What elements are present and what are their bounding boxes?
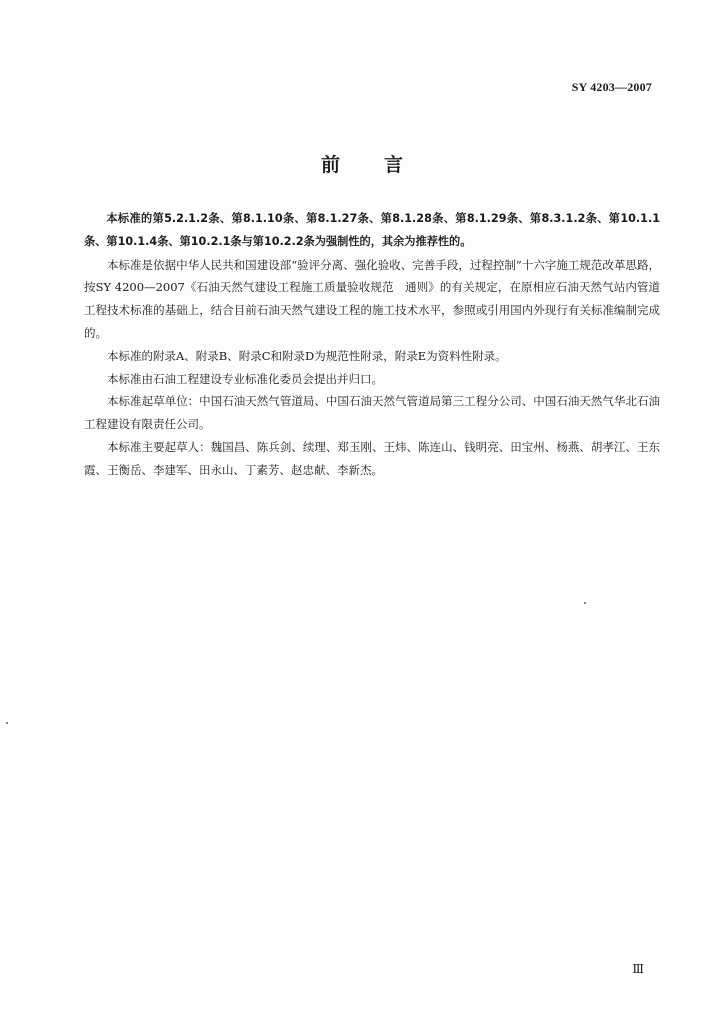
paragraph-drafting-units: 本标准起草单位：中国石油天然气管道局、中国石油天然气管道局第三工程分公司、中国石油天然气华北石油工程建设有限责任公司。	[84, 394, 660, 432]
paragraph-basis: 本标准是依据中华人民共和国建设部“验评分离、强化验收、完善手段，过程控制”十六字施工规范改革思路，按SY 4200—2007《石油天然气建设工程施工质量验收规范 通则》的有关规定，在原相应石油天然气站内管道工程技术标准的基础上，结合目前石油天然气建设工程的施工技术水平，参照或引用国内外现行有关标准编制完成的。	[84, 257, 660, 340]
scan-speck	[584, 602, 586, 604]
paragraph-proposer: 本标准由石油工程建设专业标准化委员会提出并归口。	[107, 371, 383, 386]
paragraph-drafters: 本标准主要起草人：魏国昌、陈兵剑、续理、郑玉刚、王炜、陈连山、钱明亮、田宝州、杨燕、胡孝江、王东霞、王衡岳、李建军、田永山、丁素芳、赵忠献、李新杰。	[84, 439, 660, 477]
paragraph-annexes: 本标准的附录A、附录B、附录C和附录D为规范性附录，附录E为资料性附录。	[107, 348, 507, 363]
page-number: Ⅲ	[632, 962, 644, 976]
title-char-1: 前	[320, 154, 340, 176]
title-char-2: 言	[384, 154, 404, 176]
page-title	[0, 150, 724, 177]
foreword-body	[84, 208, 660, 482]
paragraph-mandatory-clauses: 本标准的第5.2.1.2条、第8.1.10条、第8.1.27条、第8.1.28条、第8.1.29条、第8.3.1.2条、第10.1.1条、第10.1.4条、第10.2.1条与第10.2.2条为强制性的，其余为推荐性的。	[84, 212, 660, 248]
standard-code: SY 4203—2007	[571, 80, 652, 94]
scan-speck	[6, 722, 8, 724]
